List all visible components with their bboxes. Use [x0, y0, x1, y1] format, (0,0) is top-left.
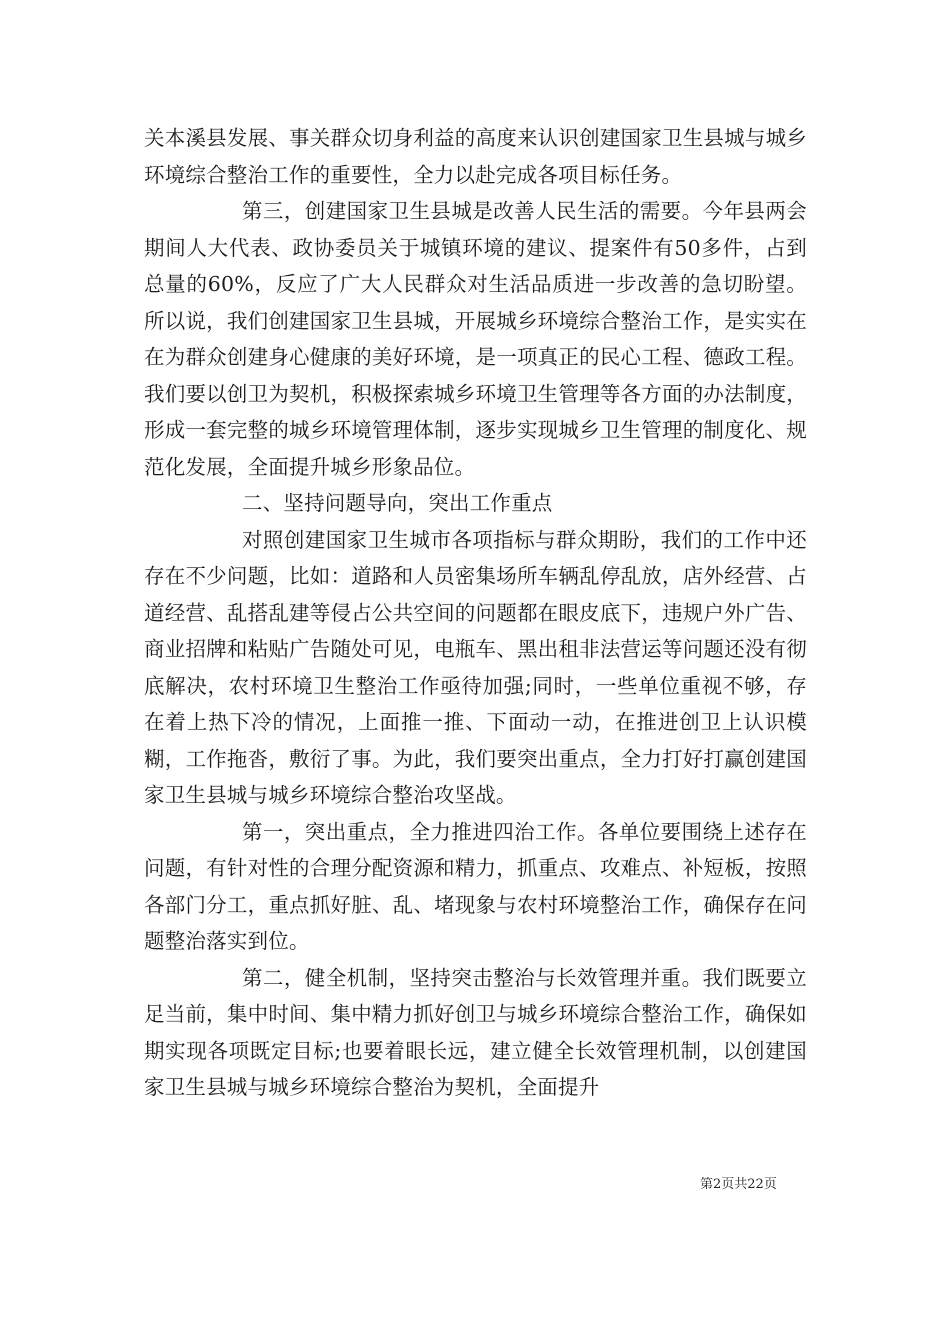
paragraph-third-point: 第三，创建国家卫生县城是改善人民生活的需要。今年县两会期间人大代表、政协委员关于城镇环境的建议、提案件有50多件，占到总量的60%，反应了广大人民群众对生活品质进一步改善的急切盼望。所以说，我们创建国家卫生县城，开展城乡环境综合整治工作，是实实在在为群众创建身心健康的美好环境，是一项真正的民心工程、德政工程。我们要以创卫为契机，积极探索城乡环境卫生管理等各方面的办法制度，形成一套完整的城乡环境管理体制，逐步实现城乡卫生管理的制度化、规范化发展，全面提升城乡形象品位。	[144, 199, 807, 479]
document-body	[144, 120, 807, 1106]
paragraph-first-point: 第一，突出重点，全力推进四治工作。各单位要围绕上述存在问题，有针对性的合理分配资源和精力，抓重点、攻难点、补短板，按照各部门分工，重点抓好脏、乱、堵现象与农村环境整治工作，确保存在问题整治落实到位。	[144, 819, 807, 953]
page-number: 第2页共22页	[700, 1177, 777, 1192]
paragraph-second-point: 第二，健全机制，坚持突击整治与长效管理并重。我们既要立足当前，集中时间、集中精力抓好创卫与城乡环境综合整治工作，确保如期实现各项既定目标;也要着眼长远，建立健全长效管理机制，以创建国家卫生县城与城乡环境综合整治为契机，全面提升	[144, 965, 807, 1099]
section-heading: 二、坚持问题导向，突出工作重点	[242, 491, 553, 515]
paragraph-problems: 对照创建国家卫生城市各项指标与群众期盼，我们的工作中还存在不少问题，比如：道路和人员密集场所车辆乱停乱放，店外经营、占道经营、乱搭乱建等侵占公共空间的问题都在眼皮底下，违规户外广告、商业招牌和粘贴广告随处可见，电瓶车、黑出租非法营运等问题还没有彻底解决，农村环境卫生整治工作亟待加强;同时，一些单位重视不够，存在着上热下冷的情况，上面推一推、下面动一动，在推进创卫上认识模糊，工作拖沓，敷衍了事。为此，我们要突出重点，全力打好打赢创建国家卫生县城与城乡环境综合整治攻坚战。	[144, 527, 807, 807]
paragraph-continuation: 关本溪县发展、事关群众切身利益的高度来认识创建国家卫生县城与城乡环境综合整治工作的重要性，全力以赴完成各项目标任务。	[144, 126, 807, 187]
